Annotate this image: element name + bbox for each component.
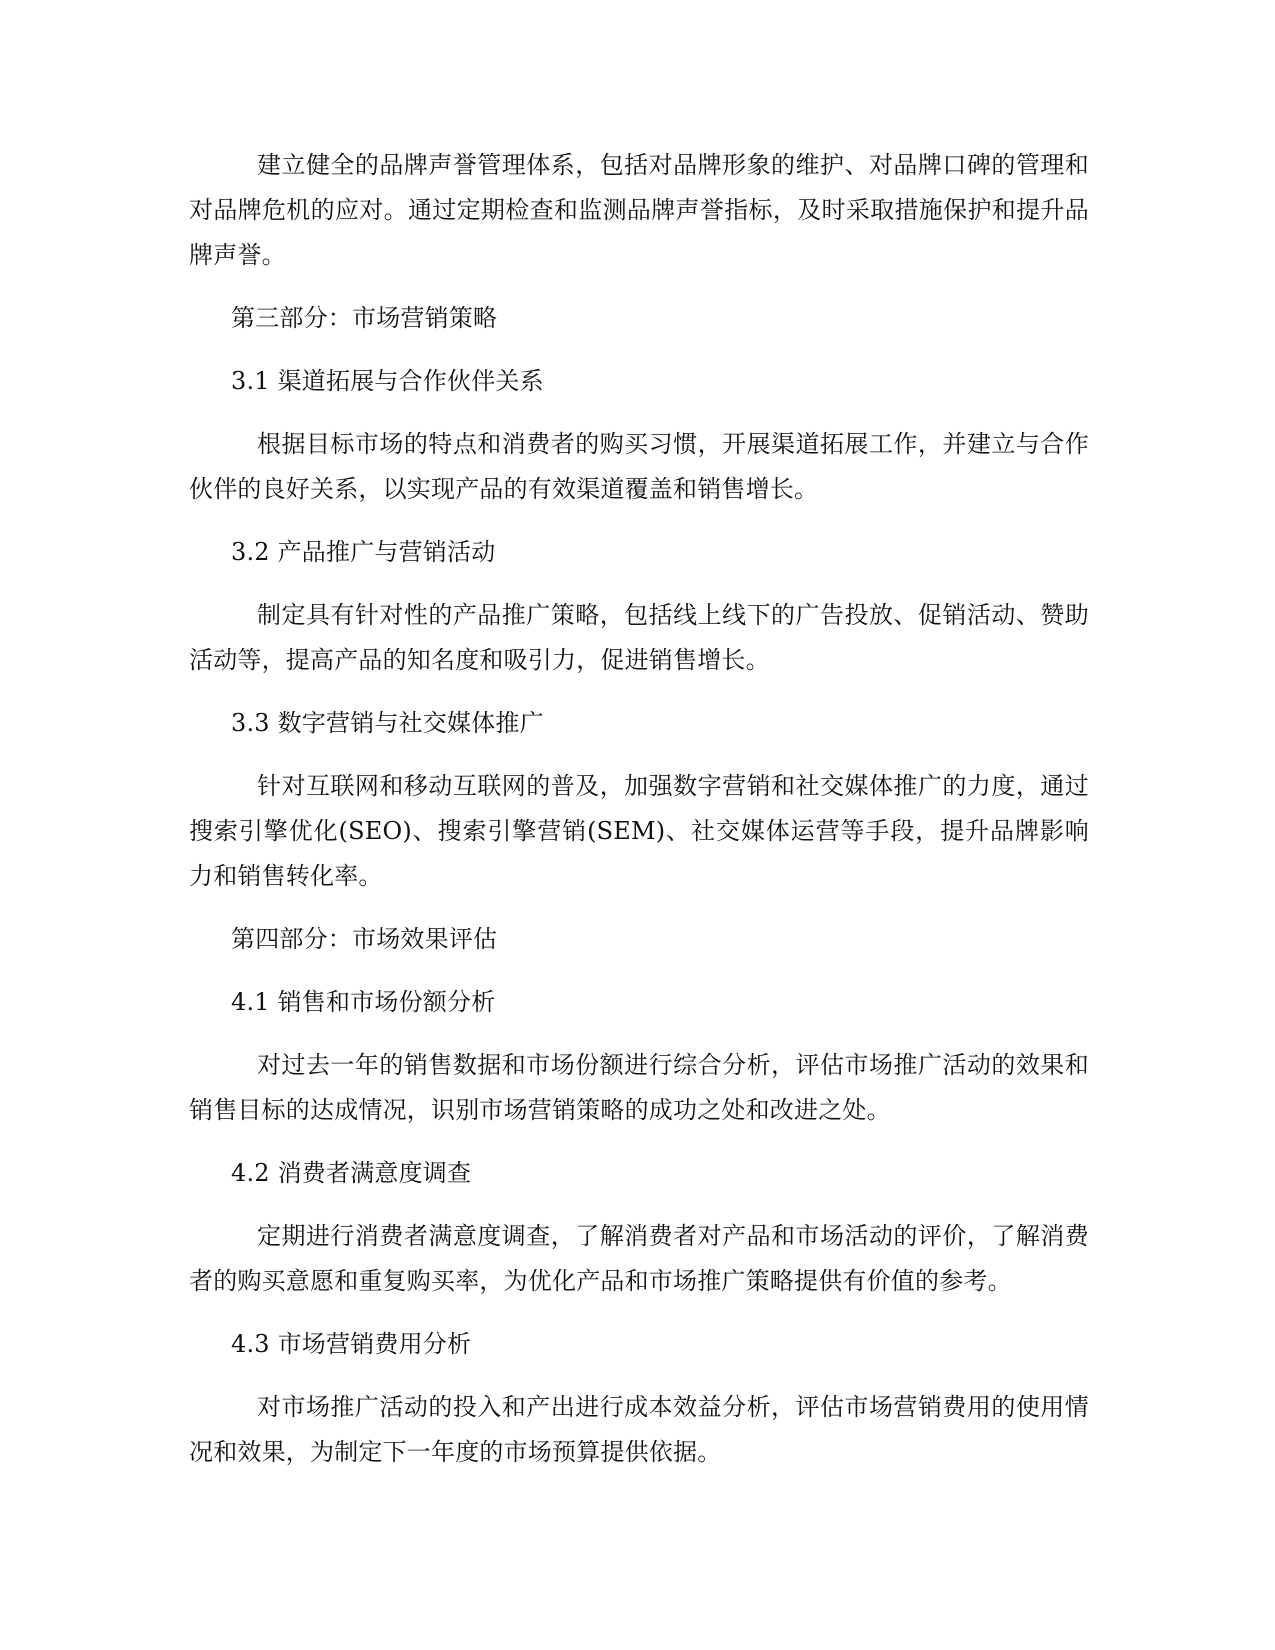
subsection-heading-4-3: 4.3 市场营销费用分析 (231, 1330, 472, 1358)
paragraph-product-promotion: 制定具有针对性的产品推广策略，包括线上线下的广告投放、促销活动、赞助活动等，提高产品的知名度和吸引力，促进销售增长。 (189, 601, 1089, 674)
subsection-heading-3-1: 3.1 渠道拓展与合作伙伴关系 (231, 367, 544, 395)
paragraph-channel-expansion: 根据目标市场的特点和消费者的购买习惯，开展渠道拓展工作，并建立与合作伙伴的良好关系，以实现产品的有效渠道覆盖和销售增长。 (189, 430, 1089, 503)
subsection-heading-4-1: 4.1 销售和市场份额分析 (231, 988, 496, 1016)
subsection-heading-3-2: 3.2 产品推广与营销活动 (231, 538, 496, 566)
section-heading-part-4: 第四部分：市场效果评估 (231, 925, 498, 953)
subsection-heading-4-2: 4.2 消费者满意度调查 (231, 1159, 472, 1187)
paragraph-cost-analysis: 对市场推广活动的投入和产出进行成本效益分析，评估市场营销费用的使用情况和效果，为制定下一年度的市场预算提供依据。 (189, 1393, 1089, 1466)
paragraph-digital-marketing: 针对互联网和移动互联网的普及，加强数字营销和社交媒体推广的力度，通过搜索引擎优化(SEO)、搜索引擎营销(SEM)、社交媒体运营等手段，提升品牌影响力和销售转化率。 (189, 772, 1089, 890)
section-heading-part-3: 第三部分：市场营销策略 (231, 304, 498, 332)
paragraph-satisfaction-survey: 定期进行消费者满意度调查，了解消费者对产品和市场活动的评价，了解消费者的购买意愿和重复购买率，为优化产品和市场推广策略提供有价值的参考。 (189, 1222, 1089, 1295)
document-body (189, 143, 1089, 1493)
paragraph-sales-analysis: 对过去一年的销售数据和市场份额进行综合分析，评估市场推广活动的效果和销售目标的达成情况，识别市场营销策略的成功之处和改进之处。 (189, 1051, 1089, 1124)
paragraph-brand-reputation: 建立健全的品牌声誉管理体系，包括对品牌形象的维护、对品牌口碑的管理和对品牌危机的应对。通过定期检查和监测品牌声誉指标，及时采取措施保护和提升品牌声誉。 (189, 151, 1089, 269)
subsection-heading-3-3: 3.3 数字营销与社交媒体推广 (231, 709, 544, 737)
